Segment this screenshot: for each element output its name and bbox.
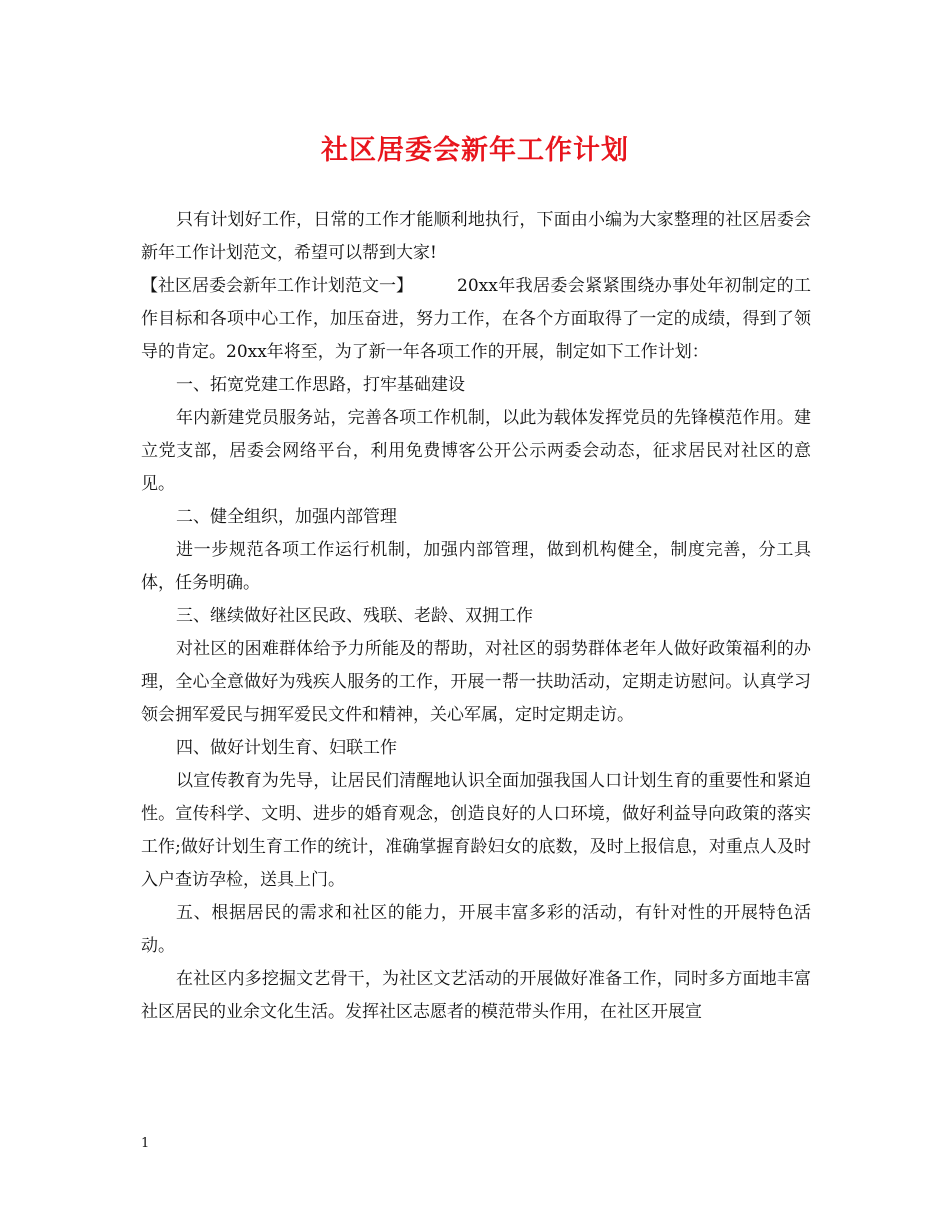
document-title: 社区居委会新年工作计划: [321, 135, 629, 166]
section3-heading: 三、继续做好社区民政、残联、老龄、双拥工作: [176, 606, 533, 626]
section4-heading: 四、做好计划生育、妇联工作: [176, 738, 397, 758]
sample-heading: 【社区居委会新年工作计划范文一】: [141, 276, 413, 296]
sample-paragraph: [141, 270, 811, 369]
section5-body: 在社区内多挖掘文艺骨干，为社区文艺活动的开展做好准备工作，同时多方面地丰富社区居民的业余文化生活。发挥社区志愿者的模范带头作用，在社区开展宣: [141, 969, 811, 1022]
intro-paragraph: 只有计划好工作，日常的工作才能顺利地执行，下面由小编为大家整理的社区居委会新年工作计划范文，希望可以帮到大家!: [141, 210, 811, 263]
page-number: 1: [141, 1136, 150, 1151]
section4-body: 以宣传教育为先导，让居民们清醒地认识全面加强我国人口计划生育的重要性和紧迫性。宣传科学、文明、进步的婚育观念，创造良好的人口环境，做好利益导向政策的落实工作;做好计划生育工作的统计，准确掌握育龄妇女的底数，及时上报信息，对重点人及时入户查访孕检，送具上门。: [141, 771, 811, 890]
document-body: [141, 204, 811, 1029]
section2-heading: 二、健全组织，加强内部管理: [176, 507, 397, 527]
section5-heading: 五、根据居民的需求和社区的能力，开展丰富多彩的活动，有针对性的开展特色活动。: [141, 903, 811, 956]
section1-heading: 一、拓宽党建工作思路，打牢基础建设: [176, 375, 465, 395]
sample-intro: 20xx年我居委会紧紧围绕办事处年初制定的工作目标和各项中心工作，加压奋进，努力工作，在各个方面取得了一定的成绩，得到了领导的肯定。20xx年将至，为了新一年各项工作的开展，制定如下工作计划：: [141, 276, 811, 362]
section1-body: 年内新建党员服务站，完善各项工作机制，以此为载体发挥党员的先锋模范作用。建立党支部，居委会网络平台，利用免费博客公开公示两委会动态，征求居民对社区的意见。: [141, 408, 811, 494]
section2-body: 进一步规范各项工作运行机制，加强内部管理，做到机构健全，制度完善，分工具体，任务明确。: [141, 540, 811, 593]
section3-body: 对社区的困难群体给予力所能及的帮助，对社区的弱势群体老年人做好政策福利的办理，全心全意做好为残疾人服务的工作，开展一帮一扶助活动，定期走访慰问。认真学习领会拥军爱民与拥军爱民文件和精神，关心军属，定时定期走访。: [141, 639, 811, 725]
